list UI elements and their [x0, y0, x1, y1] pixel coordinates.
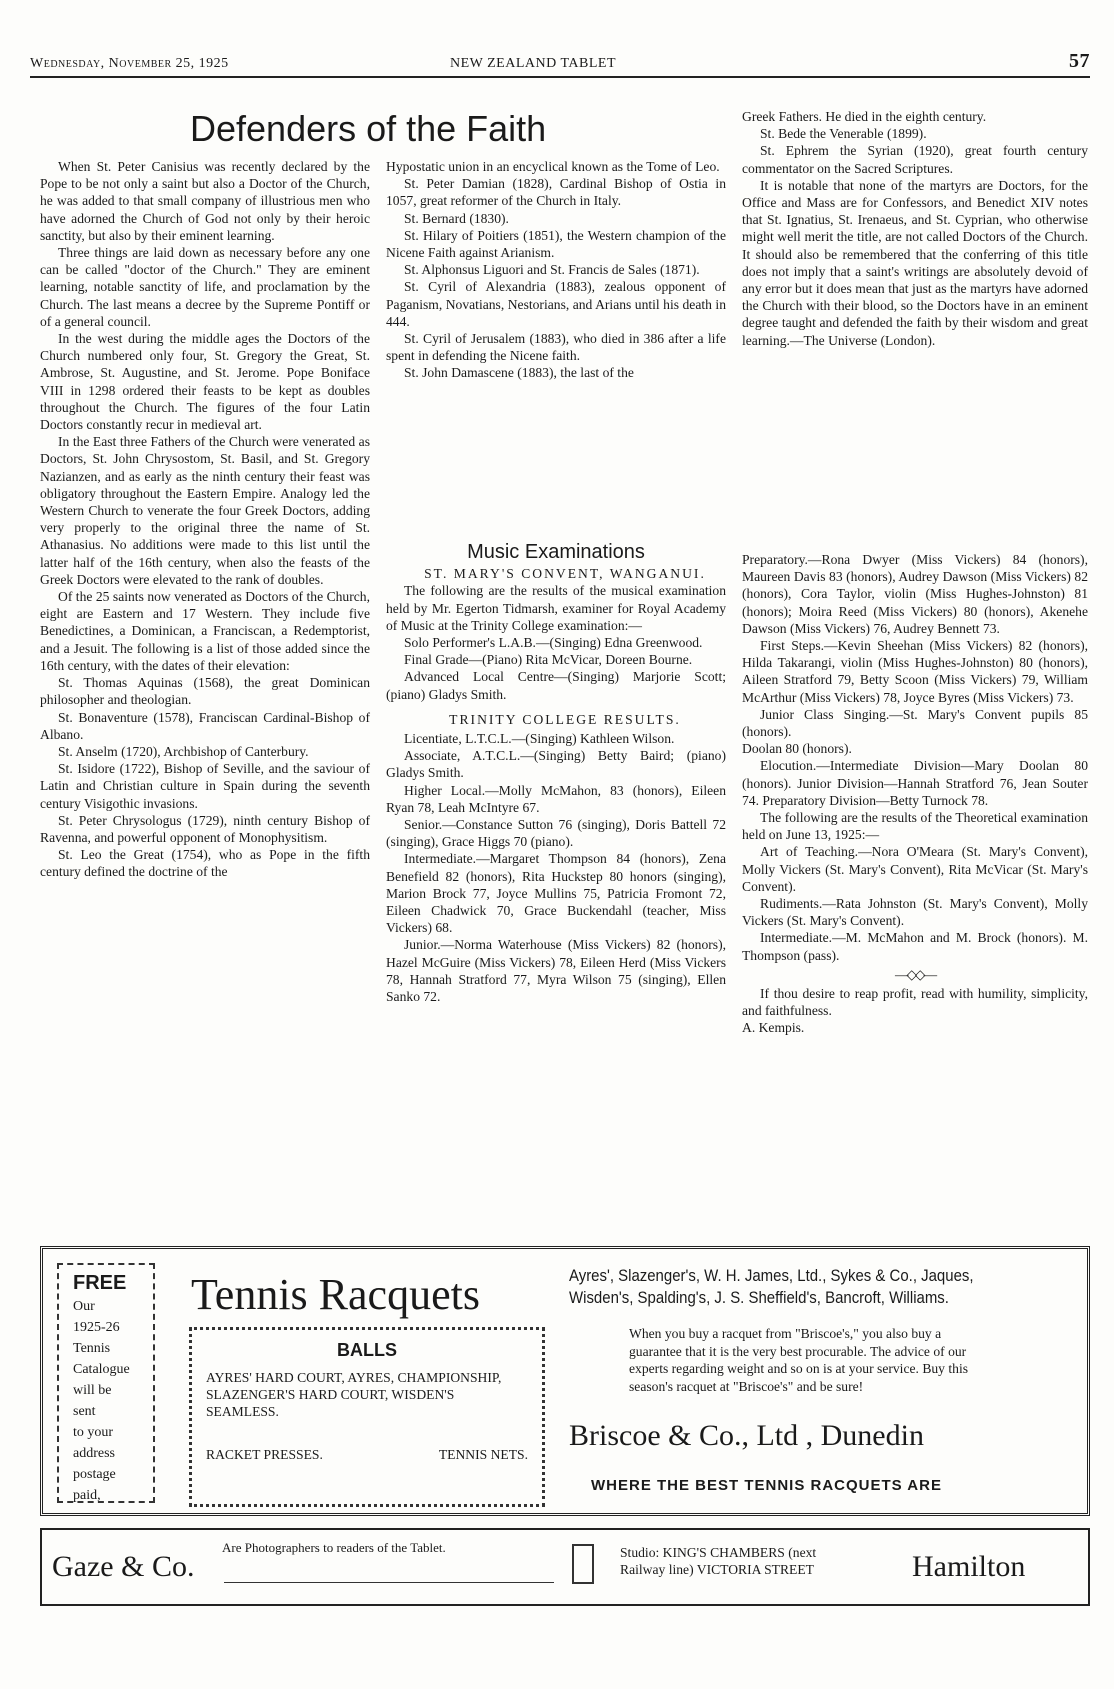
trinity-subheading: TRINITY COLLEGE RESULTS.: [449, 711, 681, 727]
paragraph: Senior.—Constance Sutton 76 (singing), Doris Battell 72 (singing), Grace Higgs 70 (piano).: [386, 817, 726, 850]
paragraph: Rudiments.—Rata Johnston (St. Mary's Convent), Molly Vickers (St. Mary's Convent).: [742, 896, 1088, 929]
paragraph: St. Peter Damian (1828), Cardinal Bishop of Ostia in 1057, great reformer of the Church in Italy.: [386, 176, 726, 209]
paragraph: Hypostatic union in an encyclical known as the Tome of Leo.: [386, 159, 720, 174]
paragraph: In the East three Fathers of the Church were venerated as Doctors, St. John Chrysostom, St. Basil, and St. Gregory Nazianzen, and as early as the ninth century their feast was obligatory throughout the Eastern Empire. Analogy led the Western Church to venerate the four Greek Doctors, adding very properly to the original three the name of St. Athanasius. No additions were made to this list until the latter half of the 16th century, when also the feasts of the Greek Doctors were elevated to the rank of doubles.: [40, 434, 370, 587]
paragraph: Three things are laid down as necessary before any one can be called "doctor of the Church." They are eminent learning, notable sanctity of life, and proclamation by the Church. The last means a decree by the Supreme Pontiff or of a general council.: [40, 245, 370, 329]
catalogue-line: Tennis: [73, 1341, 111, 1356]
paragraph: St. Thomas Aquinas (1568), the great Dominican philosopher and theologian.: [40, 675, 370, 708]
company-name: Briscoe & Co., Ltd , Dunedin: [569, 1419, 924, 1452]
studio-address: [620, 1544, 816, 1578]
catalogue-line: postage: [73, 1467, 116, 1482]
gaze-name: Gaze & Co.: [52, 1550, 195, 1583]
page-number: 57: [1069, 50, 1090, 72]
paragraph: Advanced Local Centre—(Singing) Marjorie Scott; (piano) Gladys Smith.: [386, 669, 726, 702]
paragraph: Greek Fathers. He died in the eighth century.: [742, 109, 987, 124]
balls-box: [189, 1327, 545, 1507]
music-column-1: [386, 541, 726, 1005]
paragraph: The following are the results of the musical examination held by Mr. Egerton Tidmarsh, examiner for Royal Academy of Music at the Trinity College examination:—: [386, 583, 726, 633]
paragraph: St. Isidore (1722), Bishop of Seville, and the saviour of Latin and Christian culture in Spain during the seventh century Visigothic invasions.: [40, 761, 370, 811]
paragraph: In the west during the middle ages the Doctors of the Church numbered only four, St. Gregory the Great, St. Ambrose, St. Augustine, and St. Jerome. Pope Boniface VIII in 1298 ordered their feasts to be kept as doubles throughout the Church. The figures of the four Latin Doctors constantly recur in medieval art.: [40, 331, 370, 433]
paragraph: Of the 25 saints now venerated as Doctors of the Church, eight are Eastern and 17 Western. They include five Benedictines, a Dominican, a Franciscan, a Redemptorist, and a Jesuit. The following is a list of those added since the 16th century, with the dates of their elevation:: [40, 589, 370, 673]
racket-presses: RACKET PRESSES.: [206, 1447, 323, 1462]
paragraph: First Steps.—Kevin Sheehan (Miss Vickers) 82 (honors), Hilda Takarangi, violin (Miss Hughes-Johnston) 80 (honors), Aileen Stratford 79, Betty Scoon (Miss Vickers) 79, William McArthur (Miss Vickers) 78, Joyce Byres (Miss Vickers) 73.: [742, 638, 1088, 705]
paragraph: The following are the results of the Theoretical examination held on June 13, 1925:—: [742, 810, 1088, 843]
quote-author: A. Kempis.: [742, 1020, 805, 1036]
paragraph: Preparatory.—Rona Dwyer (Miss Vickers) 84 (honors), Maureen Davis 83 (honors), Audrey Dawson (Miss Vickers) 82 (honors), Cora Taylor, violin (Miss Hughes-Johnston) 81 (honors); Moira Reed (Miss Vickers) 80 (honors), Akenehe Dawson (Miss Vickers) 76, Audrey Bennett 73.: [742, 552, 1088, 636]
city-name: Hamilton: [912, 1550, 1026, 1583]
gaze-advertisement: [40, 1528, 1090, 1606]
free-catalogue-box: [57, 1263, 155, 1503]
balls-title: BALLS: [337, 1340, 397, 1360]
tennis-advertisement: [40, 1246, 1090, 1516]
ad-body-text: When you buy a racquet from "Briscoe's," you also buy a guarantee that it is the very best procurable. The advice of our experts regarding weight and so on is at your service. Buy this season's racquet at "Briscoe's" and be sure!: [629, 1326, 969, 1394]
catalogue-line: will be: [73, 1383, 112, 1398]
paragraph: St. Alphonsus Liguori and St. Francis de Sales (1871).: [404, 262, 700, 278]
paragraph: Elocution.—Intermediate Division—Mary Doolan 80 (honors). Junior Division—Hannah Stratford 76, Jean Souter 74. Preparatory Division—Betty Turnock 78.: [742, 758, 1088, 808]
catalogue-line: sent: [73, 1404, 96, 1419]
newspaper-name: NEW ZEALAND TABLET: [450, 56, 617, 71]
underline: [224, 1582, 554, 1583]
paragraph: Art of Teaching.—Nora O'Meara (St. Mary's Convent), Molly Vickers (St. Mary's Convent), Rita McVicar (St. Mary's Convent).: [742, 844, 1088, 894]
paragraph: St. Cyril of Jerusalem (1883), who died in 386 after a life spent in defending the Nicene faith.: [386, 331, 726, 364]
tennis-racquets-title: Tennis Racquets: [191, 1270, 480, 1319]
article-column-3: [742, 108, 1088, 349]
convent-subheading: ST. MARY'S CONVENT, WANGANUI.: [424, 566, 706, 582]
paragraph: St. Ephrem the Syrian (1920), great fourth century commentator on the Sacred Scriptures.: [742, 143, 1088, 176]
issue-date: Wednesday, November 25, 1925: [30, 56, 229, 71]
paragraph: Licentiate, L.T.C.L.—(Singing) Kathleen Wilson.: [404, 731, 675, 747]
catalogue-line: Our: [73, 1299, 95, 1314]
catalogue-line: paid,: [73, 1488, 101, 1503]
paragraph: Associate, A.T.C.L.—(Singing) Betty Baird; (piano) Gladys Smith.: [386, 748, 726, 781]
gaze-tagline: Are Photographers to readers of the Tablet.: [222, 1540, 446, 1555]
catalogue-line: Catalogue: [73, 1362, 130, 1377]
paragraph: When St. Peter Canisius was recently declared by the Pope to be not only a saint but also a Doctor of the Church, he was added to that small company of illustrious men who have adorned the Church of God not only by their heroic sanctity, but also by their eminent learning.: [40, 159, 370, 243]
header-rule: [30, 76, 1090, 78]
catalogue-line: 1925-26: [73, 1320, 120, 1335]
article-column-1: [40, 158, 370, 881]
paragraph: Doolan 80 (honors).: [742, 741, 852, 757]
paragraph: St. Cyril of Alexandria (1883), zealous opponent of Paganism, Novatians, Nestorians, and Arians until his death in 444.: [386, 279, 726, 329]
studio-line: Studio: KING'S CHAMBERS (next: [620, 1545, 817, 1560]
ad-slogan: WHERE THE BEST TENNIS RACQUETS ARE: [591, 1477, 942, 1494]
paragraph: Intermediate.—M. McMahon and M. Brock (honors). M. Thompson (pass).: [742, 930, 1088, 963]
free-label: FREE: [73, 1272, 127, 1294]
paragraph: St. Peter Chrysologus (1729), ninth century Bishop of Ravenna, and powerful opponent of Monophysitism.: [40, 812, 370, 845]
paragraph: Junior.—Norma Waterhouse (Miss Vickers) 82 (honors), Hazel McGuire (Miss Vickers) 78, Eileen Herd (Miss Vickers 78, Hannah Stratford 77, Myra Wilson 75 (singing), Ellen Sanko 72.: [386, 937, 726, 1005]
article-title: Defenders of the Faith: [190, 108, 547, 149]
paragraph: St. John Damascene (1883), the last of the: [404, 365, 634, 381]
page-header: [30, 50, 1090, 76]
catalogue-line: address: [73, 1446, 115, 1461]
paragraph: St. Bonaventure (1578), Franciscan Cardinal-Bishop of Albano.: [40, 709, 370, 742]
paragraph: St. Hilary of Poitiers (1851), the Western champion of the Nicene Faith against Arianism.: [386, 227, 726, 261]
paragraph: It is notable that none of the martyrs are Doctors, for the Office and Mass are for Confessors, and Benedict XIV notes that St. Ignatius, St. Irenaeus, and St. Cyprian, who otherwise might well merit the title, are not called Doctors of the Church. It should also be remembered that the conferring of this title does not imply that a saint's writings are absolutely devoid of any error but it does mean that just as the martyrs have adorned the Church with their blood, so the Doctors have in an eminent degree taught and defended the faith by their wisdom and great learning.—The Universe (London).: [742, 177, 1088, 348]
divider-ornament: —◇◇—: [894, 966, 936, 982]
music-title: Music Examinations: [467, 541, 645, 563]
paragraph: Intermediate.—Margaret Thompson 84 (honors), Zena Benefield 82 (honors), Rita Huckstep 80 honors (singing), Marion Brock 77, Joyce Mullins 75, Patricia Fromont 72, Eileen Chadwick 70, Grace Buckendahl (teacher, Miss Vickers) 68.: [386, 851, 726, 936]
studio-line: Railway line) VICTORIA STREET: [620, 1562, 814, 1577]
paragraph: St. Leo the Great (1754), who as Pope in the fifth century defined the doctrine of the: [40, 847, 370, 880]
paragraph: Higher Local.—Molly McMahon, 83 (honors), Eileen Ryan 78, Leah McIntyre 67.: [386, 782, 726, 815]
balls-list: AYRES' HARD COURT, AYRES, CHAMPIONSHIP, SLAZENGER'S HARD COURT, WISDEN'S SEAMLESS.: [206, 1370, 502, 1419]
catalogue-line: to your: [73, 1425, 114, 1440]
decorative-box: [572, 1544, 594, 1584]
paragraph: St. Bede the Venerable (1899).: [760, 126, 927, 142]
quote: If thou desire to reap profit, read with humility, simplicity, and faithfulness.: [742, 986, 1088, 1019]
brand-list: Ayres', Slazenger's, W. H. James, Ltd., Sykes & Co., Jaques, Wisden's, Spalding's, J. S. Sheffield's, Bancroft, Williams.: [569, 1266, 974, 1307]
article-column-2: [386, 158, 726, 382]
paragraph: St. Anselm (1720), Archbishop of Canterbury.: [58, 743, 309, 759]
paragraph: Solo Performer's L.A.B.—(Singing) Edna Greenwood.: [404, 635, 703, 651]
paragraph: St. Bernard (1830).: [404, 210, 509, 226]
music-column-2: [742, 551, 1088, 1037]
paragraph: Junior Class Singing.—St. Mary's Convent pupils 85 (honors).: [742, 706, 1088, 740]
tennis-nets: TENNIS NETS.: [438, 1447, 528, 1462]
paragraph: Final Grade—(Piano) Rita McVicar, Doreen Bourne.: [404, 652, 693, 668]
